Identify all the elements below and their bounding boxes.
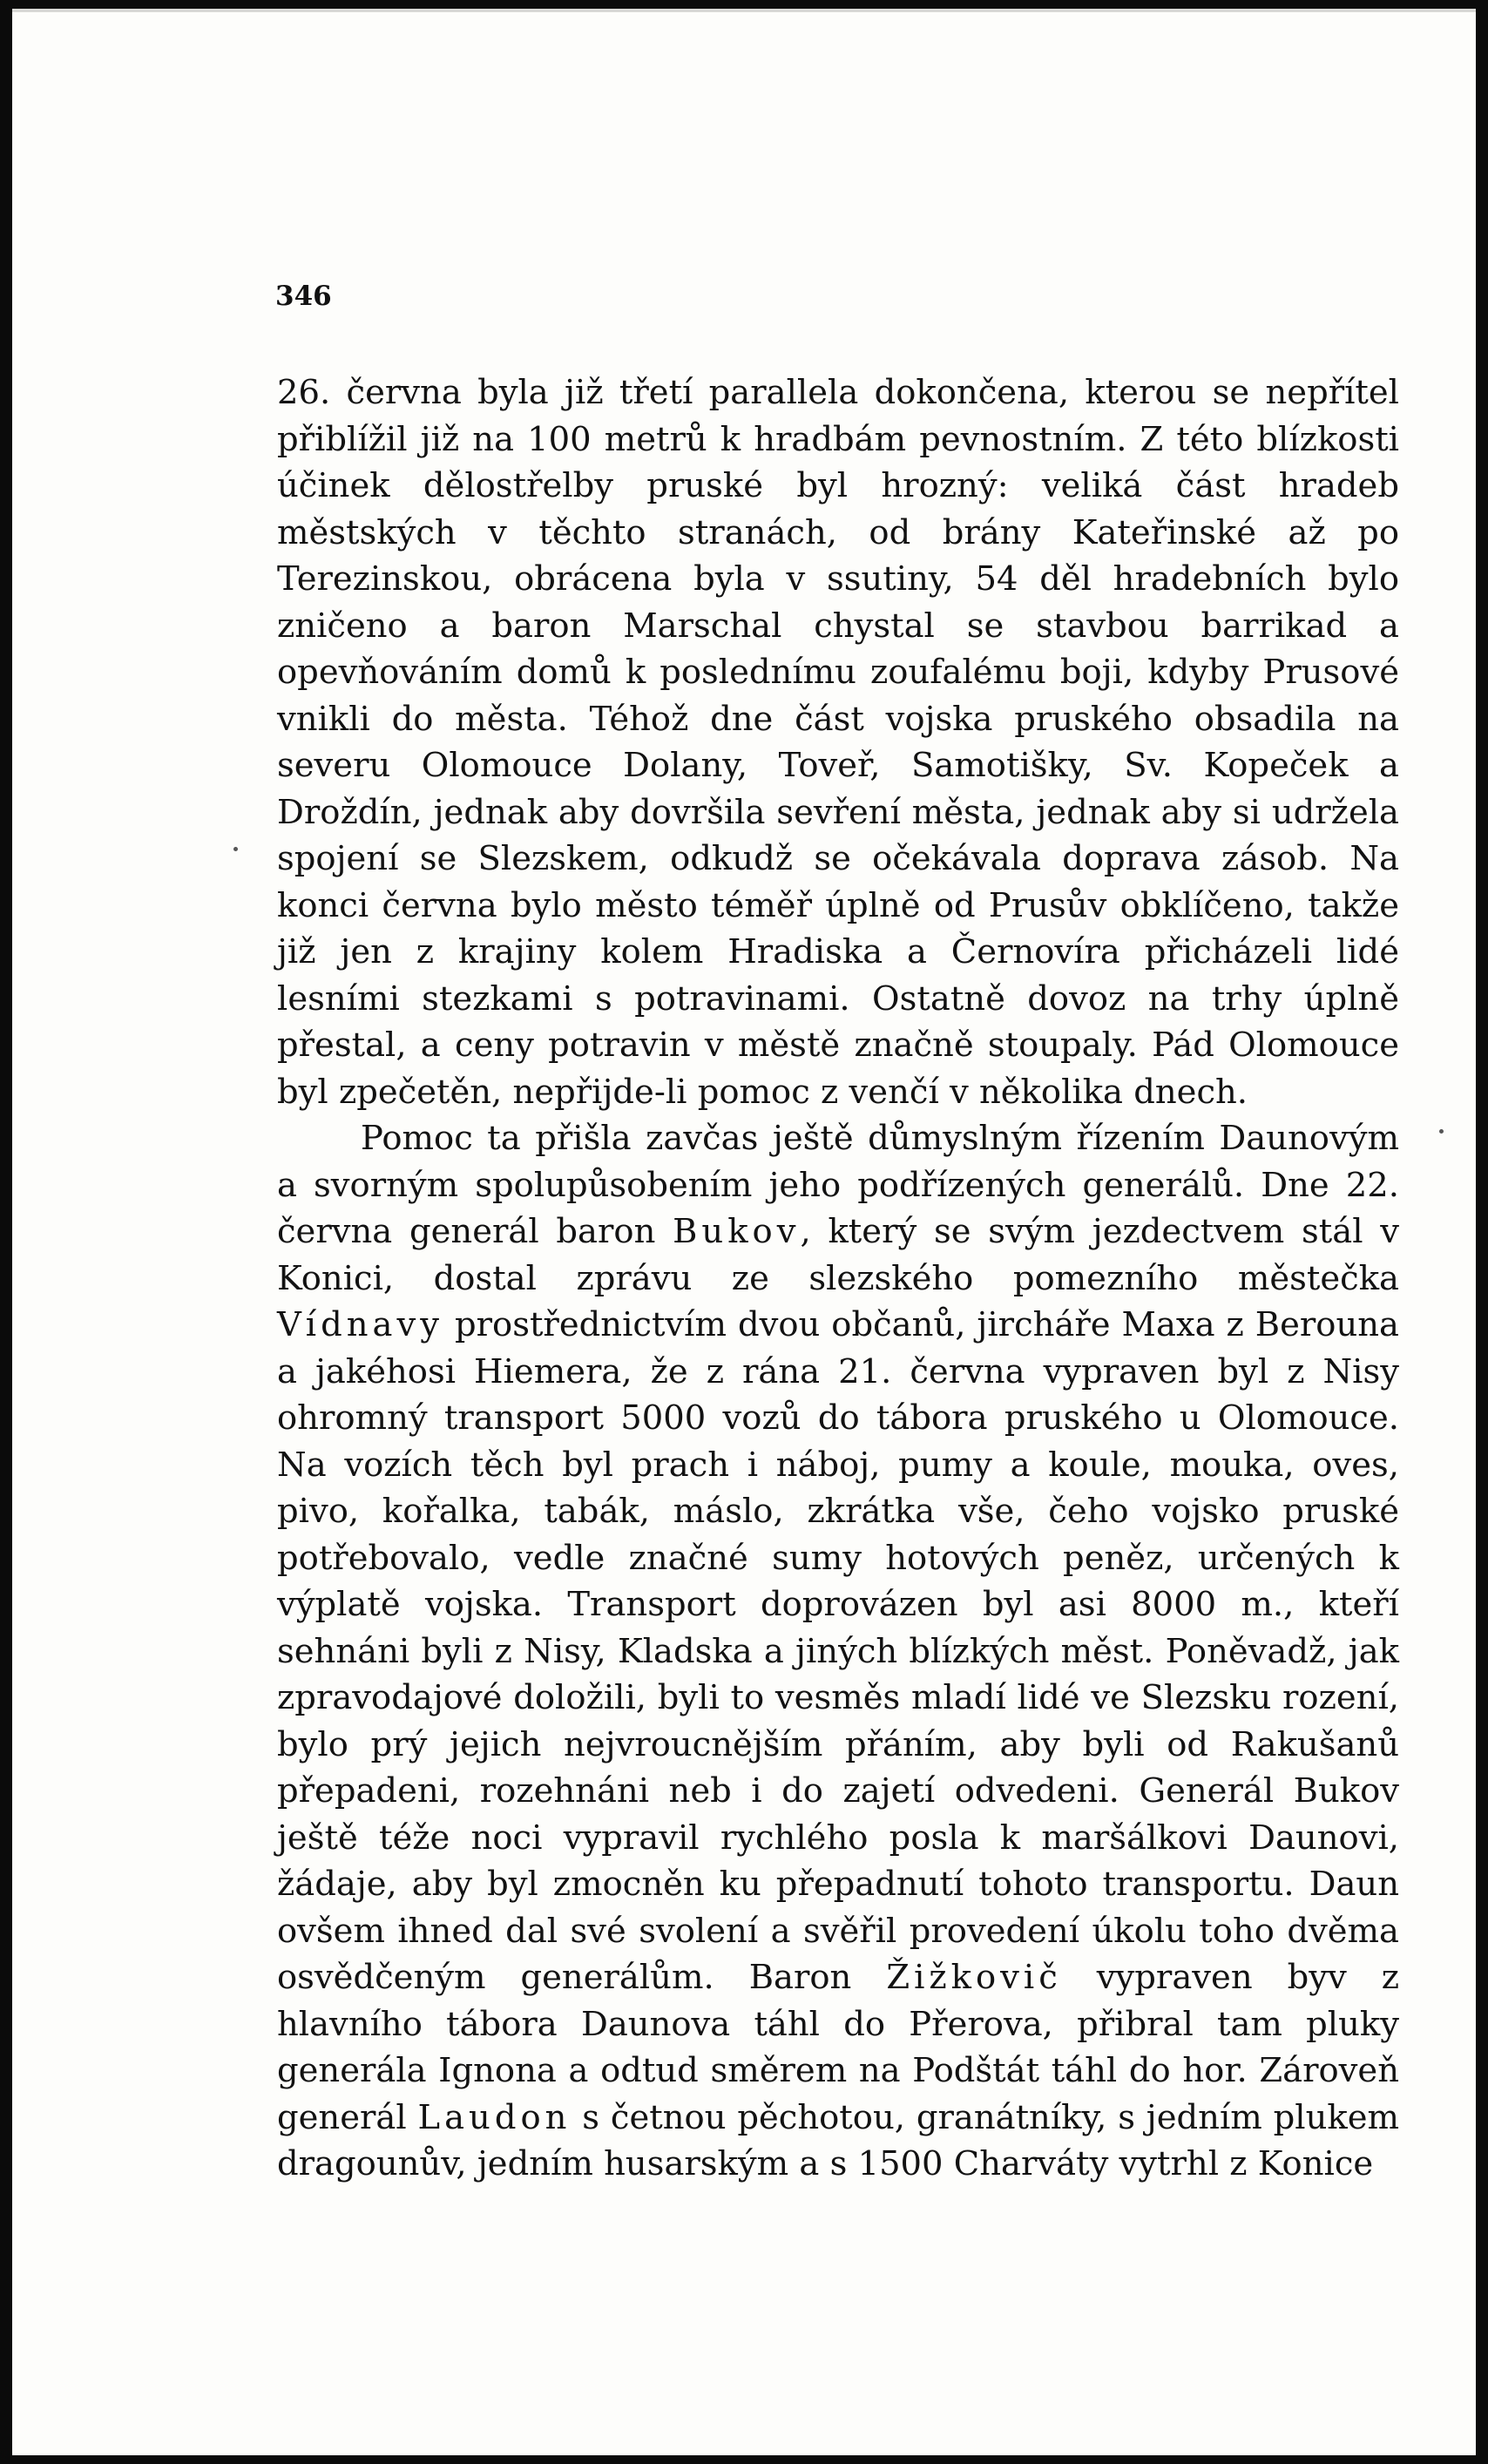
page-top-edge	[12, 9, 1476, 12]
paragraph-2-part-3: prostřednictvím dvou občanů, jircháře Maxa z Berouna a jakéhosi Hiemera, že z rána 21. června vypraven byl z Nisy ohromný transport 5000 vozů do tábora pruského u Olomouce. Na vozích těch byl prach i náboj, pumy a koule, mouka, oves, pivo, kořalka, tabák, máslo, zkrátka vše, čeho vojsko pruské potřebovalo, vedle značné sumy hotových peněz, určených k výplatě vojska. Transport doprovázen byl asi 8000 m., kteří sehnáni byli z Nisy, Kladska a jiných blízkých měst. Poněvadž, jak zpravodajové doložili, byli to vesměs mladí lidé ve Slezsku rození, bylo prý jejich nejvroucnějším přáním, aby byli od Rakušanů přepadeni, rozehnáni neb i do zajetí odvedeni. Generál Bukov ještě téže noci vypravil rychlého posla k maršálkovi Daunovi, žádaje, aby byl zmocněn ku přepadnutí tohoto transportu. Daun ovšem ihned dal své svolení a svěřil provedení úkolu toho dvěma osvědčeným generálům. Baron	[277, 1305, 1399, 1997]
paragraph-2	[277, 1115, 1399, 2188]
name-laudon: Laudon	[417, 2097, 572, 2137]
paragraph-2-part-1: Pomoc ta přišla zavčas ještě důmyslným řízením Daunovým a svorným spolupůsobením jeho podřízených generálů. Dne 22. června generál baron	[277, 1119, 1399, 1251]
name-zizkovic: Žižkovič	[886, 1958, 1062, 1997]
body-text	[277, 369, 1399, 2188]
paragraph-2-part-2: , který se svým jezdectvem stál v Konici, dostal zprávu ze slezského pomezního městečka	[277, 1212, 1399, 1298]
paragraph-1: 26. června byla již třetí parallela dokončena, kterou se nepřítel přiblížil již na 100 metrů k hradbám pevnostním. Z této blízkosti účinek dělostřelby pruské byl hrozný: veliká část hradeb městských v těchto stranách, od brány Kateřinské až po Terezinskou, obrácena byla v ssutiny, 54 děl hradebních bylo zničeno a baron Marschal chystal se stavbou barrikad a opevňováním domů k poslednímu zoufalému boji, kdyby Prusové vnikli do města. Téhož dne část vojska pruského obsadila na severu Olomouce Dolany, Toveř, Samotišky, Sv. Kopeček a Droždín, jednak aby dovršila sevření města, jednak aby si udržela spojení se Slezskem, odkudž se očekávala doprava zásob. Na konci června bylo město téměř úplně od Prusův obklíčeno, takže již jen z krajiny kolem Hradiska a Černovíra přicházeli lidé lesními stezkami s potravinami. Ostatně dovoz na trhy úplně přestal, a ceny potravin v městě značně stoupaly. Pád Olomouce byl zpečetěn, nepřijde-li pomoc z venčí v několika dnech.	[277, 373, 1399, 1112]
scan-speck	[1439, 1129, 1444, 1134]
scan-speck	[233, 847, 238, 851]
paragraph-2-part-5: s četnou pěchotou, granátníky, s jedním plukem dragounův, jedním husarským a s 1500 Charváty vytrhl z Konice	[277, 2097, 1399, 2183]
name-bukov: Bukov	[673, 1212, 801, 1251]
name-vidnavy: Vídnavy	[277, 1305, 444, 1344]
page-number: 346	[275, 281, 332, 312]
scanned-page	[12, 9, 1476, 2455]
paragraph-2-part-4: vypraven byv z hlavního tábora Daunova táhl do Přerova, přibral tam pluky generála Ignona a odtud směrem na Podštát táhl do hor. Zároveň generál	[277, 1958, 1400, 2137]
